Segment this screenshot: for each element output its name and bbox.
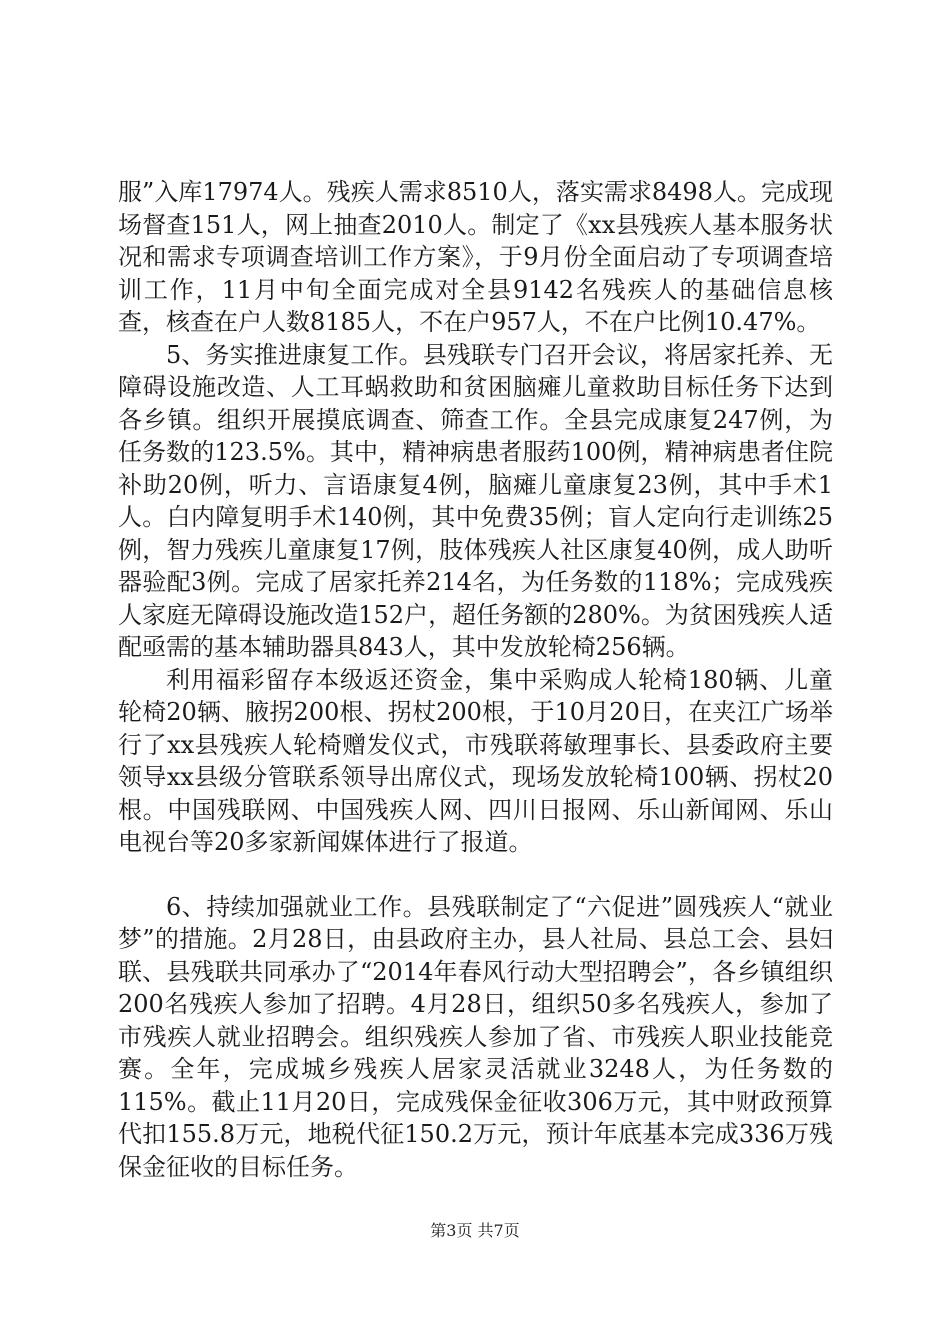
paragraph-employment-work: 6、持续加强就业工作。县残联制定了“六促进”圆残疾人“就业梦”的措施。2月28日，由县政府主办，县人社局、县总工会、县妇联、县残联共同承办了“2014年春风行动大型招聘会”，各乡镇组织200名残疾人参加了招聘。4月28日，组织50多名残疾人，参加了市残疾人就业招聘会。组织残疾人参加了省、市残疾人职业技能竞赛。全年，完成城乡残疾人居家灵活就业3248人，为任务数的115%。截止11月20日，完成残保金征收306万元，其中财政预算代扣155.8万元，地税代征150.2万元，预计年底基本完成336万残保金征收的目标任务。 [118,892,833,1181]
paragraph-rehabilitation-work: 5、务实推进康复工作。县残联专门召开会议，将居家托养、无障碍设施改造、人工耳蜗救助和贫困脑瘫儿童救助目标任务下达到各乡镇。组织开展摸底调查、筛查工作。全县完成康复247例，为任务数的123.5%。其中，精神病患者服药100例，精神病患者住院补助20例，听力、言语康复4例，脑瘫儿童康复23例，其中手术1人。白内障复明手术140例，其中免费35例；盲人定向行走训练25例，智力残疾儿童康复17例，肢体残疾人社区康复40例，成人助听器验配3例。完成了居家托养214名，为任务数的118%；完成残疾人家庭无障碍设施改造152户，超任务额的280%。为贫困残疾人适配亟需的基本辅助器具843人，其中发放轮椅256辆。 [118,340,833,661]
paragraph-basic-info-survey: 服”入库17974人。残疾人需求8510人，落实需求8498人。完成现场督查151人，网上抽查2010人。制定了《xx县残疾人基本服务状况和需求专项调查培训工作方案》，于9月份全面启动了专项调查培训工作，11月中旬全面完成对全县9142名残疾人的基础信息核查，核查在户人数8185人，不在户957人，不在户比例10.47%。 [118,178,833,336]
paragraph-spacer [118,859,833,891]
document-body [118,176,833,1183]
paragraph-wheelchair-donation: 利用福彩留存本级返还资金，集中采购成人轮椅180辆、儿童轮椅20辆、腋拐200根、拐杖200根，于10月20日，在夹江广场举行了xx县残疾人轮椅赠发仪式，市残联蒋敏理事长、县委政府主要领导xx县级分管联系领导出席仪式，现场发放轮椅100辆、拐杖20根。中国残联网、中国残疾人网、四川日报网、乐山新闻网、乐山电视台等20多家新闻媒体进行了报道。 [118,665,833,856]
page-number-footer: 第3页 共7页 [430,1221,520,1240]
